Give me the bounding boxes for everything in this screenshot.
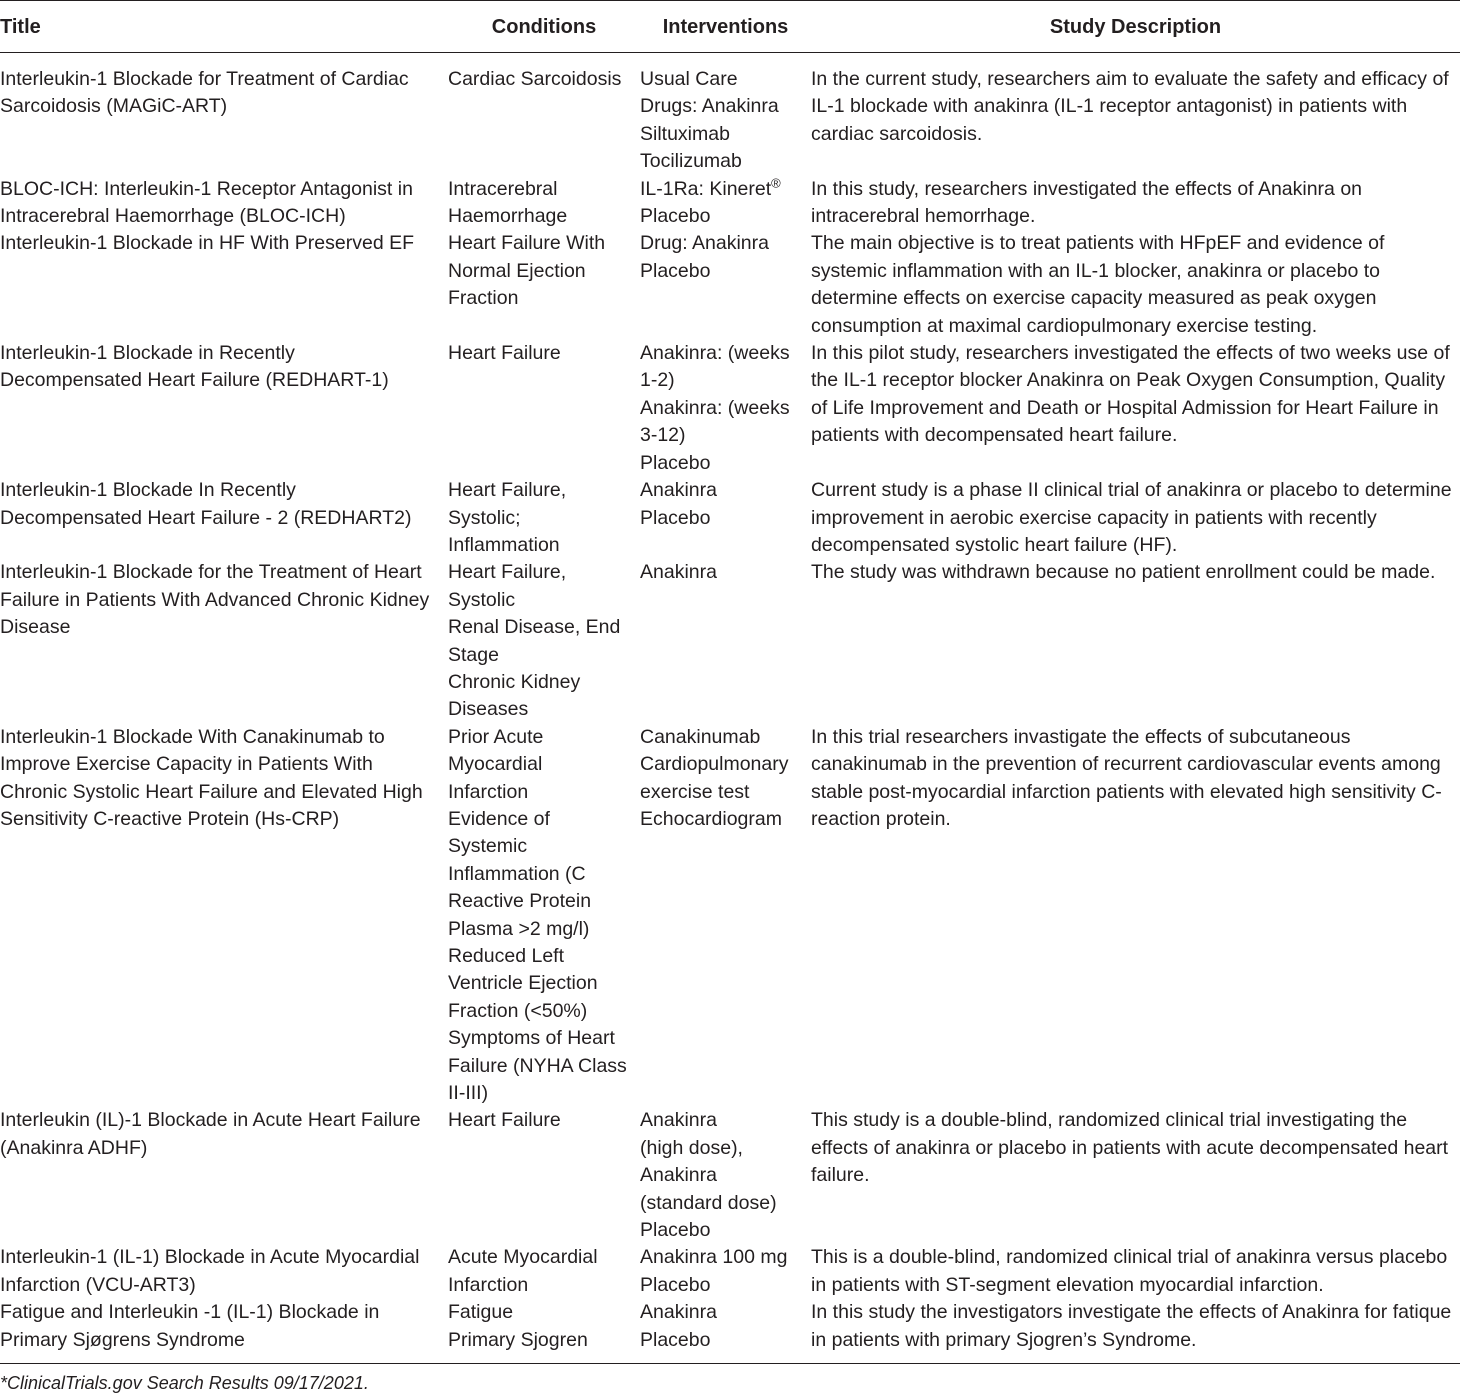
cell-title: Interleukin-1 Blockade With Canakinumab to Improve Exercise Capacity in Patients With Chronic Systolic Heart Failure and Elevated High Sensitivity C-reactive Protein (Hs-CRP) (0, 725, 423, 830)
cell-interventions: Anakinra Placebo (640, 479, 717, 529)
cell-interventions: Canakinumab Cardiopulmonary exercise test Echocardiogram (640, 725, 789, 830)
header-title: Title (0, 1, 448, 53)
cell-description: In this trial researchers invastigate the effects of subcutaneous canakinumab in the prevention of recurrent cardiovascular events among stable post-myocardial infarction patients with elevated high sensitivity C- reaction protein. (811, 725, 1442, 830)
cell-interventions: Drug: Anakinra Placebo (640, 232, 769, 282)
registered-mark: ® (771, 175, 781, 191)
cell-conditions: Heart Failure (448, 342, 561, 365)
header-interventions: Interventions (640, 1, 811, 53)
cell-conditions: Prior Acute Myocardial Infarction Evidence of Systemic Inflammation (C Reactive Protein Plasma >2 mg/l) Reduced Left Ventricle Ejection Fraction (<50%) Symptoms of Heart Failure (NYHA Class II-III) (448, 725, 627, 1105)
cell-description: Current study is a phase II clinical trial of anakinra or placebo to determine improvement in aerobic exercise capacity in patients with recently decompensated systolic heart failure (HF). (811, 479, 1452, 556)
table-row (0, 230, 1460, 340)
cell-interventions: Anakinra (640, 561, 717, 584)
cell-description: In the current study, researchers aim to evaluate the safety and efficacy of IL-1 blockade with anakinra (IL-1 receptor antagonist) in patients with cardiac sarcoidosis. (811, 68, 1449, 145)
cell-description: In this pilot study, researchers investigated the effects of two weeks use of the IL-1 receptor blocker Anakinra on Peak Oxygen Consumption, Quality of Life Improvement and Death or Hospital Admission for Heart Failure in patients with decompensated heart failure. (811, 342, 1450, 447)
cell-interventions: Anakinra Placebo (640, 1299, 811, 1363)
table-row (0, 53, 1460, 176)
intervention-placebo: Placebo (640, 205, 711, 228)
cell-title: Interleukin-1 Blockade for the Treatment of Heart Failure in Patients With Advanced Chronic Kidney Disease (0, 561, 430, 639)
table-row (0, 559, 1460, 723)
cell-conditions: Heart Failure, Systolic; Inflammation (448, 479, 567, 556)
intervention-kineret: IL-1Ra: Kineret (640, 177, 772, 200)
table-row (0, 1244, 1460, 1299)
cell-description: In this study the investigators investigate the effects of Anakinra for fatique in patients with primary Sjogren’s Syndrome. (811, 1299, 1460, 1363)
cell-conditions: Heart Failure With Normal Ejection Fraction (448, 232, 606, 310)
cell-title: Fatigue and Interleukin -1 (IL-1) Blockade in Primary Sjøgrens Syndrome (0, 1299, 448, 1363)
cell-title: Interleukin-1 Blockade In Recently Decompensated Heart Failure - 2 (REDHART2) (0, 479, 412, 529)
cell-description: The study was withdrawn because no patient enrollment could be made. (811, 561, 1436, 584)
table-row (0, 724, 1460, 1108)
cell-description: This study is a double-blind, randomized clinical trial investigating the effects of anakinra or placebo in patients with acute decompensated heart failure. (811, 1109, 1449, 1187)
cell-interventions (640, 176, 811, 231)
table-row (0, 176, 1460, 231)
table-header-row (0, 1, 1460, 53)
cell-interventions: Anakinra (high dose), Anakinra (standard dose) Placebo (640, 1109, 777, 1242)
table-footnote: *ClinicalTrials.gov Search Results 09/17/2021. (0, 1373, 369, 1393)
cell-interventions: Usual Care Drugs: Anakinra Siltuximab Tocilizumab (640, 68, 779, 173)
cell-title: BLOC-ICH: Interleukin-1 Receptor Antagonist in Intracerebral Haemorrhage (BLOC-ICH) (0, 177, 413, 228)
cell-conditions: Cardiac Sarcoidosis (448, 68, 622, 90)
cell-conditions: Heart Failure (448, 1109, 561, 1132)
cell-description: The main objective is to treat patients with HFpEF and evidence of systemic inflammation with an IL-1 blocker, anakinra or placebo to determine effects on exercise capacity measured as peak oxygen consumption at maximal cardiopulmonary exercise testing. (811, 232, 1385, 337)
table-row (0, 1107, 1460, 1244)
cell-conditions: Intracerebral Haemorrhage (448, 177, 568, 228)
cell-description: In this study, researchers investigated the effects of Anakinra on intracerebral hemorrhage. (811, 177, 1363, 228)
cell-conditions: Heart Failure, Systolic Renal Disease, End Stage Chronic Kidney Diseases (448, 561, 621, 721)
header-study-description: Study Description (811, 1, 1460, 53)
cell-interventions: Anakinra: (weeks 1-2) Anakinra: (weeks 3-12) Placebo (640, 342, 790, 474)
cell-title: Interleukin-1 (IL-1) Blockade in Acute Myocardial Infarction (VCU-ART3) (0, 1246, 420, 1296)
table-row (0, 340, 1460, 477)
table-row (0, 477, 1460, 559)
cell-title: Interleukin-1 Blockade in HF With Preserved EF (0, 232, 414, 255)
cell-title: Interleukin-1 Blockade in Recently Decompensated Heart Failure (REDHART-1) (0, 342, 389, 392)
cell-interventions: Anakinra 100 mg Placebo (640, 1246, 788, 1296)
cell-title: Interleukin-1 Blockade for Treatment of Cardiac Sarcoidosis (MAGiC-ART) (0, 68, 409, 118)
cell-conditions: Acute Myocardial Infarction (448, 1246, 598, 1296)
cell-title: Interleukin (IL)-1 Blockade in Acute Heart Failure (Anakinra ADHF) (0, 1109, 421, 1159)
table-row (0, 1299, 1460, 1363)
cell-conditions: Fatigue Primary Sjogren (448, 1299, 640, 1363)
header-conditions: Conditions (448, 1, 640, 53)
cell-description: This is a double-blind, randomized clinical trial of anakinra versus placebo in patients with ST-segment elevation myocardial infarction. (811, 1246, 1448, 1296)
